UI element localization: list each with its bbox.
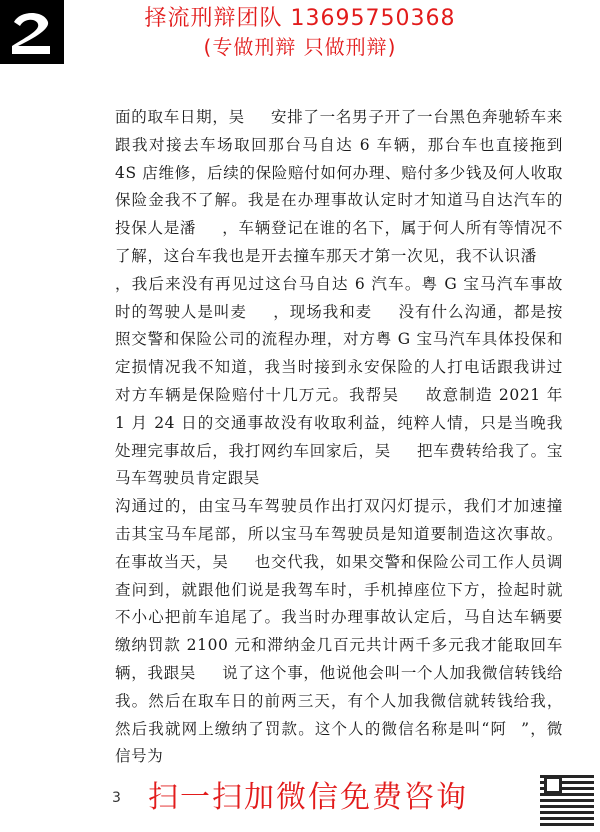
text-run: 故意制造 2021 年 1 月 24 日的交通事故没有收取利益，纯粹人情，只是当晚我处理完事故后，我打网约车回家后，吴: [115, 385, 563, 460]
text-run: 把车费转给我了。宝马车驾驶员肯定跟吴: [115, 441, 563, 488]
text-run: 面的取车日期，吴: [115, 108, 245, 126]
page-number: 3: [112, 790, 121, 806]
text-run: 说了这个事，他说他会叫一个人加我微信转钱给我。然后在取车日的前两三天，有个人加我微信就转钱给我，然后我就网上缴纳了罚款。这个人的微信名称是叫“阿: [115, 663, 563, 738]
banner-subtitle: (专做刑辩 只做刑辩): [203, 35, 397, 59]
text-run: ，我后来没有再见过这台马自达 6 汽车。粤 G 宝马汽车事故时的驾驶人是叫麦: [115, 274, 563, 321]
text-run: ，现场我和麦: [272, 302, 373, 321]
paragraph-1: [115, 104, 563, 493]
header-banner: [70, 4, 530, 60]
wechat-cta[interactable]: 扫一扫加微信免费咨询: [148, 780, 468, 815]
text-run: 安排了一名男子开了一台黑色奔驰轿车来跟我对接去车场取回那台马自达 6 车辆，那台车也直接拖到 4S 店维修，后续的保险赔付如何办理、赔付多少钱及何人收取保险金我不了解。我是在办理事故认定时才知道马自达汽车的投保人是潘: [115, 108, 563, 238]
paragraph-2: [115, 493, 563, 771]
text-run: 沟通过的，由宝马车驾驶员作出打双闪灯提示，我们才加速撞击其宝马车尾部，所以宝马车驾驶员是知道要制造这次事故。在事故当天，吴: [115, 497, 563, 571]
text-run: 没有什么沟通，都是按照交警和保险公司的流程办理，对方粤 G 宝马汽车具体投保和定损情况我不知道，我当时接到永安保险的人打电话跟我讲过对方车辆是保险赔付十几万元。我帮吴: [115, 302, 563, 404]
banner-title: 择流刑辩团队 13695750368: [144, 6, 456, 31]
document-body: [115, 104, 563, 771]
text-run: 也交代我，如果交警和保险公司工作人员调查问到，就跟他们说是我驾车时，手机掉座位下方，捡起时就不小心把前车追尾了。我当时办理事故认定后，马自达车辆要缴纳罚款 2100 元和滞纳金几百元共计两千多元我才能取回车辆，我跟吴: [115, 552, 564, 682]
brand-logo: [0, 0, 64, 64]
qr-code-icon[interactable]: [540, 772, 594, 826]
text-run: ”，微信号为: [115, 719, 563, 766]
text-run: ，车辆登记在谁的名下，属于何人所有等情况不了解，这台车我也是开去撞车那天才第一次见，我不认识潘: [115, 219, 563, 265]
